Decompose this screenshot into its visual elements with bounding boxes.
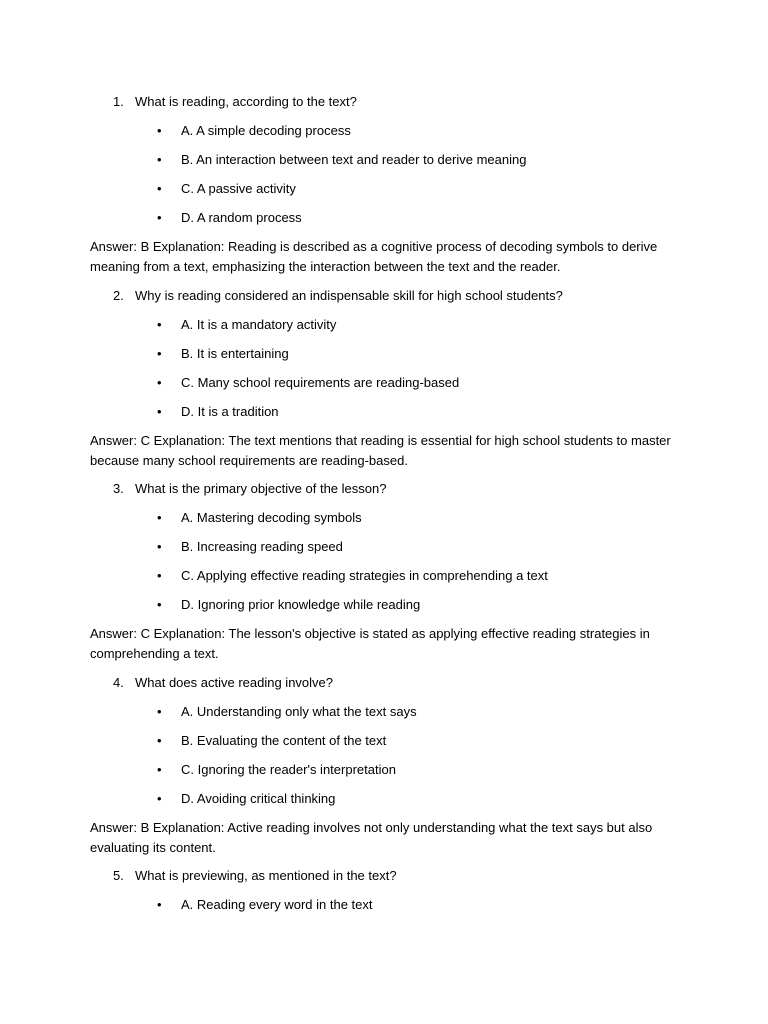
question-5 (113, 866, 713, 885)
option-text: D. Avoiding critical thinking (181, 791, 336, 806)
option-text: C. A passive activity (181, 181, 296, 196)
option-item (157, 373, 717, 392)
question-number: 2. (113, 288, 124, 303)
option-text: D. A random process (181, 210, 302, 225)
option-text: C. Applying effective reading strategies in comprehending a text (181, 568, 548, 583)
bullet-icon: • (157, 791, 162, 806)
option-item (157, 789, 717, 808)
bullet-icon: • (157, 597, 162, 612)
bullet-icon: • (157, 568, 162, 583)
option-item (157, 731, 717, 750)
bullet-icon: • (157, 733, 162, 748)
option-text: B. Increasing reading speed (181, 539, 343, 554)
bullet-icon: • (157, 346, 162, 361)
option-text: A. A simple decoding process (181, 123, 351, 138)
option-item (157, 121, 717, 140)
question-1 (113, 92, 713, 111)
bullet-icon: • (157, 704, 162, 719)
question-number: 1. (113, 94, 124, 109)
bullet-icon: • (157, 897, 162, 912)
bullet-icon: • (157, 210, 162, 225)
option-item (157, 344, 717, 363)
option-text: D. Ignoring prior knowledge while reading (181, 597, 421, 612)
option-item (157, 702, 717, 721)
option-text: B. An interaction between text and reader to derive meaning (181, 152, 527, 167)
option-item (157, 315, 717, 334)
option-item (157, 508, 717, 527)
question-3 (113, 479, 713, 498)
question-4 (113, 673, 713, 692)
option-item (157, 537, 717, 556)
bullet-icon: • (157, 762, 162, 777)
option-item (157, 760, 717, 779)
question-number: 3. (113, 481, 124, 496)
question-text: What does active reading involve? (135, 675, 334, 690)
bullet-icon: • (157, 152, 162, 167)
option-text: A. Reading every word in the text (181, 897, 373, 912)
option-text: A. Mastering decoding symbols (181, 510, 362, 525)
option-text: B. Evaluating the content of the text (181, 733, 387, 748)
question-number: 5. (113, 868, 124, 883)
option-text: C. Ignoring the reader's interpretation (181, 762, 396, 777)
question-text: What is the primary objective of the lesson? (135, 481, 387, 496)
bullet-icon: • (157, 181, 162, 196)
question-text: What is previewing, as mentioned in the text? (135, 868, 397, 883)
option-text: A. Understanding only what the text says (181, 704, 417, 719)
answer-explanation: Answer: B Explanation: Reading is described as a cognitive process of decoding symbols to derive meaning from a text, emphasizing the interaction between the text and the reader. (90, 239, 658, 274)
option-item (157, 402, 717, 421)
bullet-icon: • (157, 317, 162, 332)
option-text: B. It is entertaining (181, 346, 289, 361)
answer-explanation: Answer: B Explanation: Active reading involves not only understanding what the text says but also evaluating its content. (90, 820, 653, 855)
option-item (157, 208, 717, 227)
answer-explanation: Answer: C Explanation: The text mentions that reading is essential for high school students to master because many school requirements are reading-based. (90, 433, 671, 468)
option-item (157, 150, 717, 169)
question-text: What is reading, according to the text? (135, 94, 357, 109)
question-2 (113, 286, 713, 305)
option-item (157, 895, 717, 914)
bullet-icon: • (157, 539, 162, 554)
bullet-icon: • (157, 375, 162, 390)
bullet-icon: • (157, 404, 162, 419)
question-number: 4. (113, 675, 124, 690)
option-text: C. Many school requirements are reading-based (181, 375, 460, 390)
question-text: Why is reading considered an indispensable skill for high school students? (135, 288, 563, 303)
option-text: D. It is a tradition (181, 404, 279, 419)
option-item (157, 595, 717, 614)
option-item (157, 566, 717, 585)
bullet-icon: • (157, 123, 162, 138)
answer-explanation: Answer: C Explanation: The lesson's objective is stated as applying effective reading strategies in comprehending a text. (90, 626, 650, 661)
option-item (157, 179, 717, 198)
option-text: A. It is a mandatory activity (181, 317, 337, 332)
bullet-icon: • (157, 510, 162, 525)
